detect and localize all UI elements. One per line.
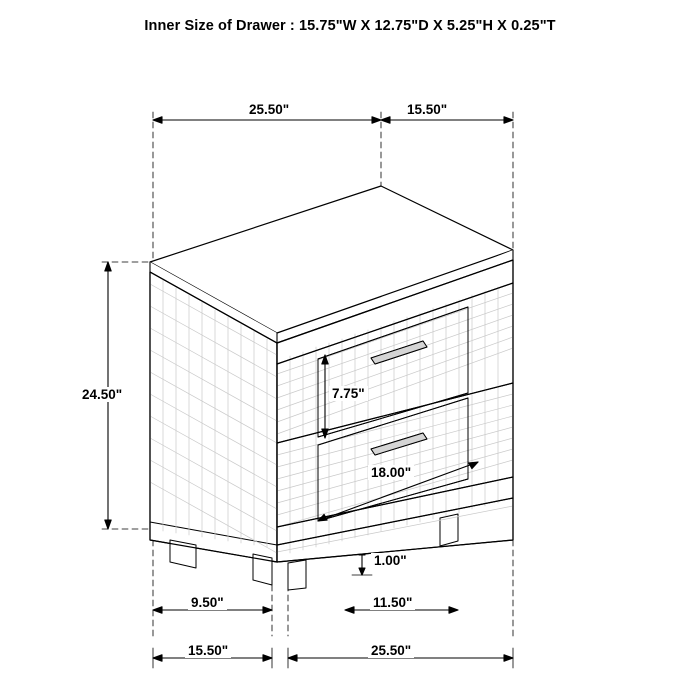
dimension-label-drawer-width: 18.00" bbox=[368, 465, 414, 480]
dimension-label-drawer-height: 7.75" bbox=[329, 386, 368, 401]
dimension-label-top-right-depth: 15.50" bbox=[404, 102, 450, 117]
dimension-label-side-foot-depth: 9.50" bbox=[188, 595, 227, 610]
dimension-label-bottom-right-width: 25.50" bbox=[368, 643, 414, 658]
dimension-label-front-foot-width: 11.50" bbox=[370, 595, 415, 610]
dimension-label-bottom-left-depth: 15.50" bbox=[185, 643, 231, 658]
dimension-label-top-left-width: 25.50" bbox=[246, 102, 292, 117]
dimension-label-overall-height: 24.50" bbox=[79, 387, 125, 402]
dimension-label-leg-height: 1.00" bbox=[371, 553, 410, 568]
page-title: Inner Size of Drawer : 15.75"W X 12.75"D X 5.25"H X 0.25"T bbox=[144, 18, 556, 34]
